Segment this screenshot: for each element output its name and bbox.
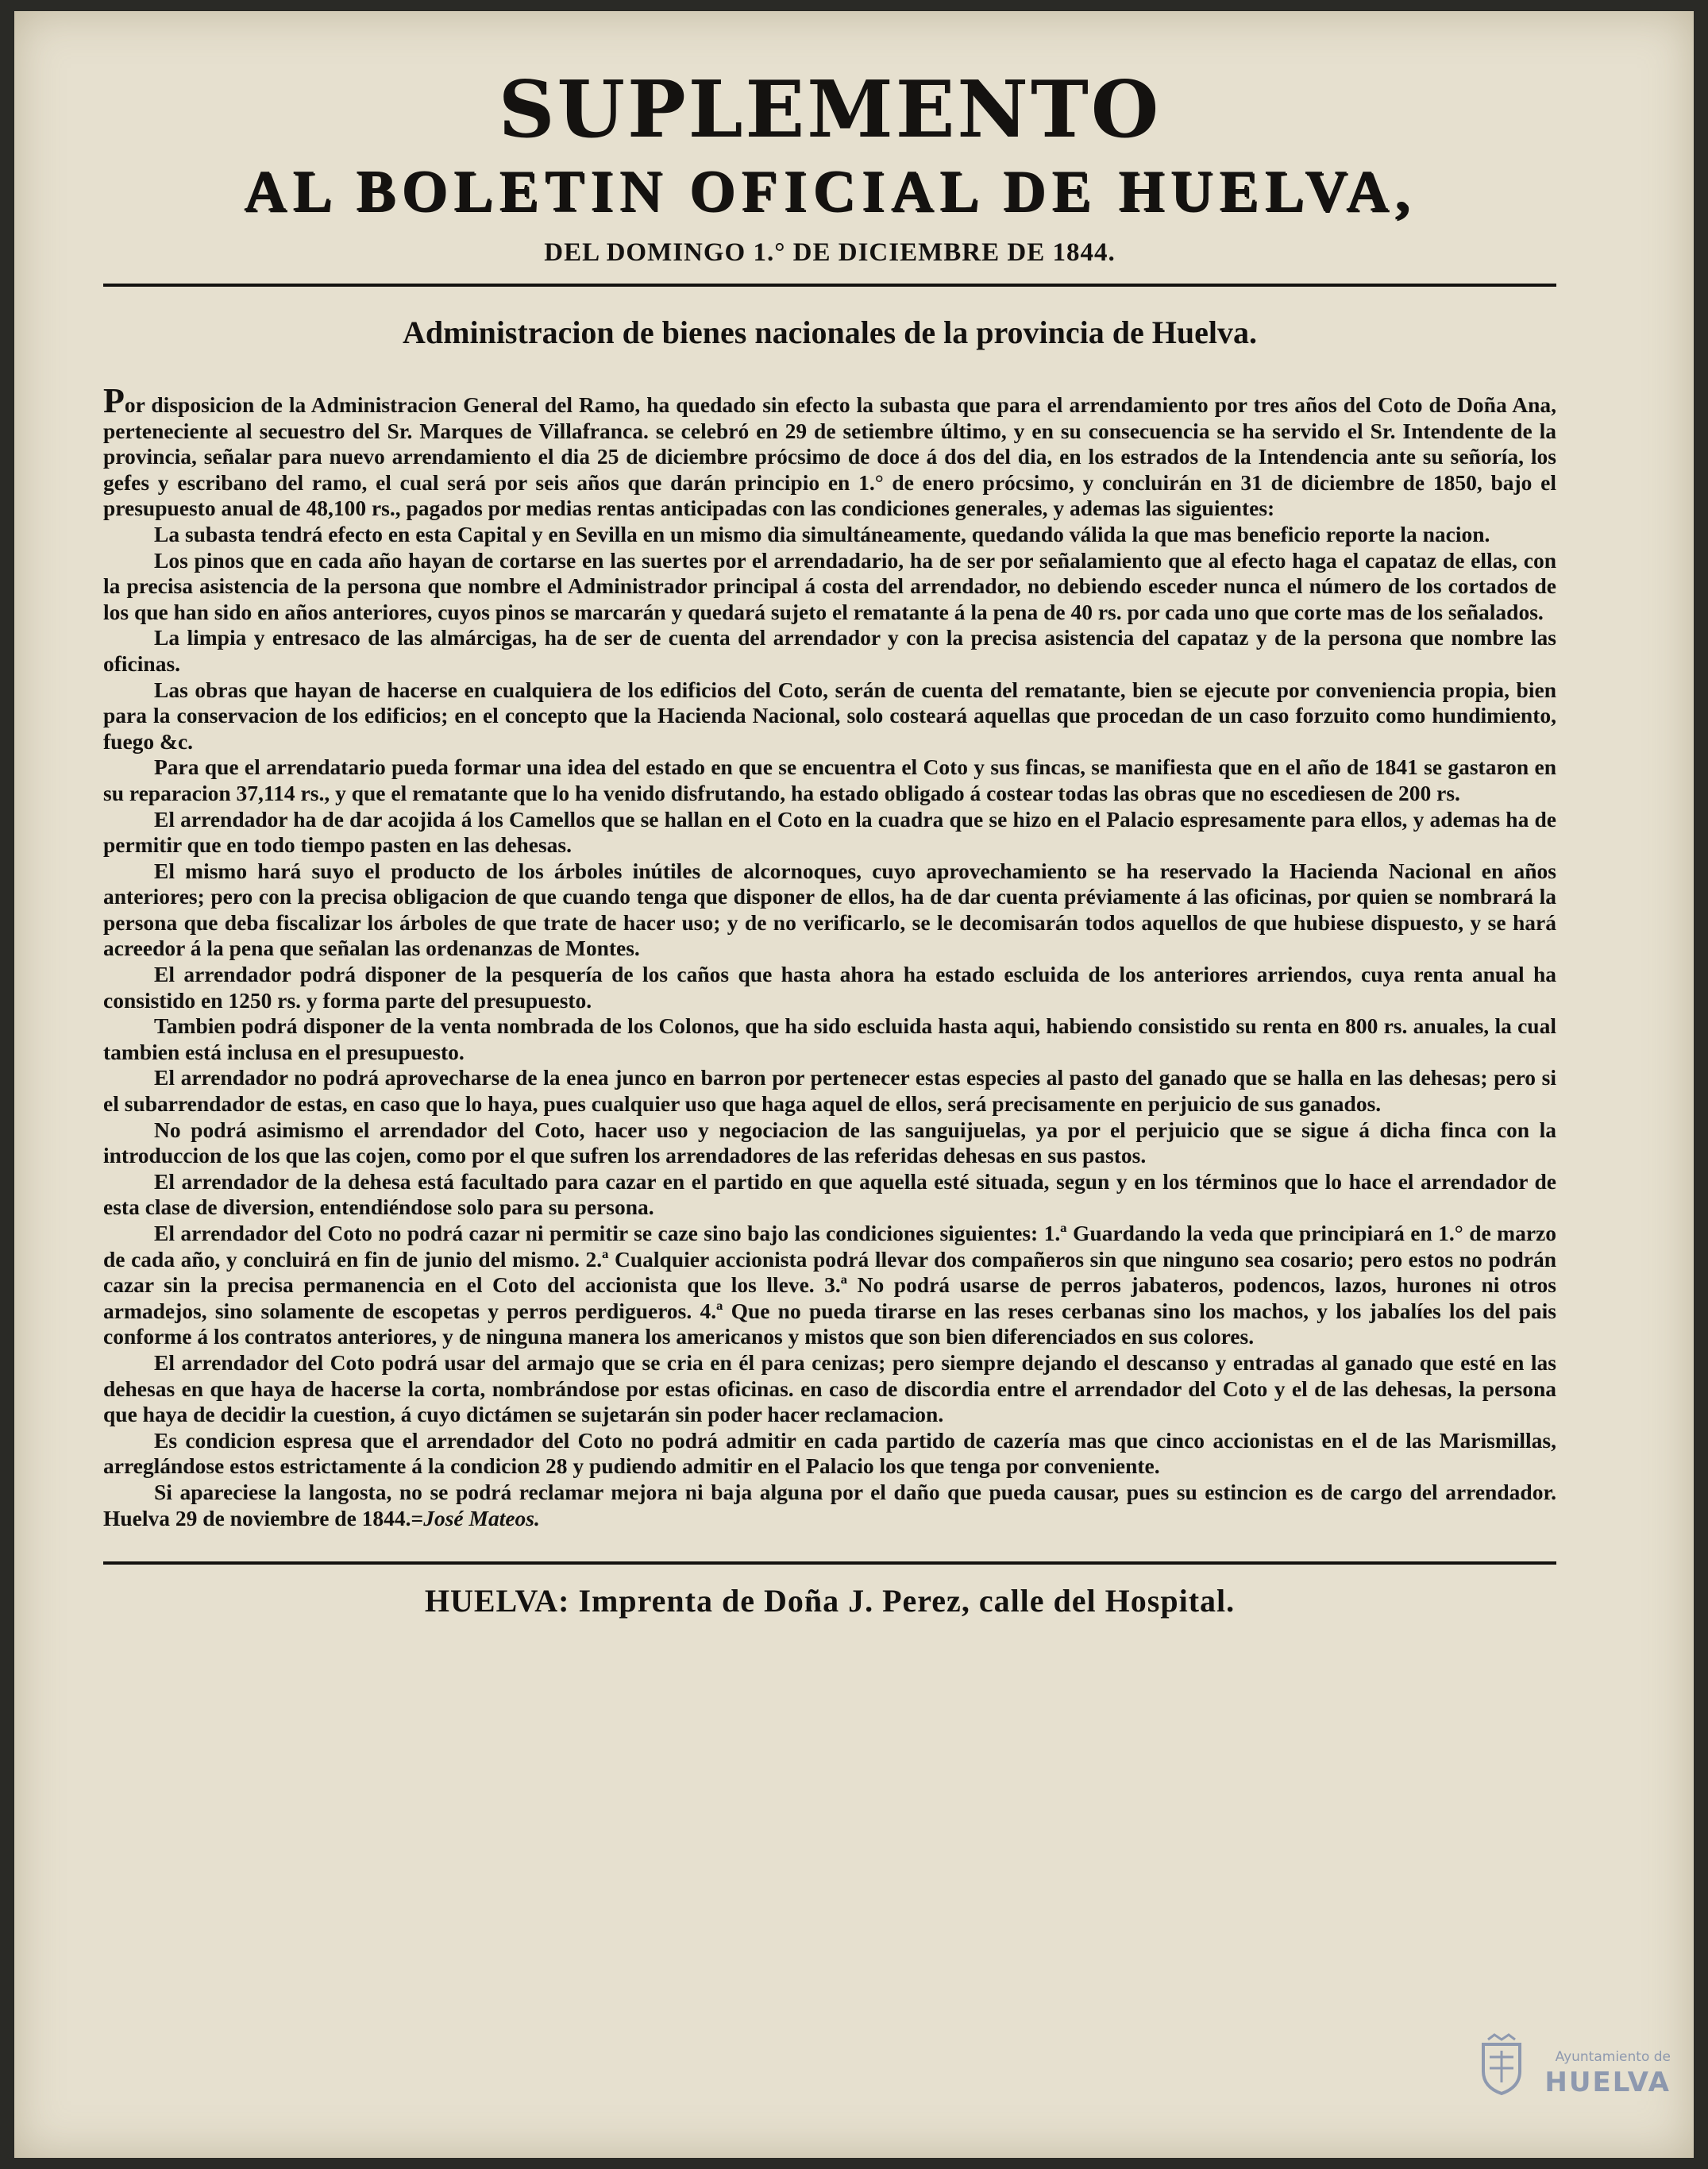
paragraph: Los pinos que en cada año hayan de cortarse en las suertes por el arrendadario, ha de ser por señalamiento que al efecto haga el capataz de ellas, con la precisa asistencia de la persona que nombre el Administrador principal á costa del arrendador, no debiendo esceder nunca el número de los cortados de los que han sido en años anteriores, cuyos pinos se marcarán y quedará sujeto el rematante á la pena de 40 rs. por cada uno que corte mas de los señalados. — [103, 547, 1556, 624]
paragraph: El mismo hará suyo el producto de los árboles inútiles de alcornoques, cuyo aprovechamiento se ha reservado la Hacienda Nacional en años anteriores; pero con la precisa obligacion de que cuando tenga que disponer de ellos, ha de dar cuenta préviamente á las oficinas, por quien se nombrará la persona que deba fiscalizar los árboles de que trate de hacer uso; y de no verificarlo, se le decomisarán todos aquellos de que hubiese dispuesto, y se hará acreedor á la pena que señalan las ordenanzas de Montes. — [103, 858, 1556, 961]
paragraph: El arrendador de la dehesa está facultado para cazar en el partido en que aquella esté situada, segun y en los términos que lo hace el arrendador de esta clase de diversion, entendiéndose solo para su persona. — [103, 1168, 1556, 1220]
drop-cap: P — [103, 381, 125, 420]
archive-watermark — [1479, 2027, 1677, 2146]
document-sheet — [14, 11, 1694, 2158]
paragraph: Para que el arrendatario pueda formar una idea del estado en que se encuentra el Coto y sus fincas, se manifiesta que en el año de 1841 se gastaron en su reparacion 37,114 rs., y que el rematante que lo ha venido disfrutando, ha estado obligado á costear todas las obras que no escediesen de 200 rs. — [103, 755, 1556, 805]
paragraph: La subasta tendrá efecto en esta Capital y en Sevilla en un mismo dia simultáneamente, quedando válida la que mas beneficio reporte la nacion. — [154, 521, 1490, 546]
city-coat-of-arms-icon — [1479, 2033, 1525, 2095]
paragraph: El arrendador podrá disponer de la pesquería de los caños que hasta ahora ha estado escluida de los anteriores arriendos, cuya renta anual ha consistido en 1250 rs. y forma parte del presupuesto. — [103, 962, 1556, 1013]
paragraph: Es condicion espresa que el arrendador del Coto no podrá admitir en cada partido de cazería mas que cinco accionistas en el de las Marismillas, arreglándose estos estrictamente á la condicion 28 y pudiendo admitir en el Palacio los que tenga por conveniente. — [103, 1427, 1556, 1479]
paragraph: El arrendador del Coto podrá usar del armajo que se cria en él para cenizas; pero siempre dejando el descanso y entradas al ganado que esté en las dehesas en que haya de hacerse la corta, nombrándose por estas oficinas. en caso de discordia entre el arrendador del Coto y el de las dehesas, la persona que haya de decidir la cuestion, á cuyo dictámen se sujetarán sin poder hacer reclamacion. — [103, 1349, 1556, 1427]
paragraph: Las obras que hayan de hacerse en cualquiera de los edificios del Coto, serán de cuenta del rematante, bien se ejecute por conveniencia propia, bien para la conservacion de los edificios; en el concepto que la Hacienda Nacional, solo costeará aquellas que procedan de un caso forzuito como hundimiento, fuego &c. — [103, 677, 1556, 754]
paragraph: Tambien podrá disponer de la venta nombrada de los Colonos, que ha sido escluida hasta aqui, habiendo consistido su renta en 800 rs. anuales, la cual tambien está inclusa en el presupuesto. — [103, 1013, 1556, 1064]
section-title: Administracion de bienes nacionales de la provincia de Huelva. — [403, 315, 1257, 350]
header-divider — [103, 284, 1556, 287]
document-subtitle: AL BOLETIN OFICIAL DE HUELVA, — [243, 159, 1417, 224]
paragraph: El arrendador del Coto no podrá cazar ni permitir se caze sino bajo las condiciones siguientes: 1.ª Guardando la veda que principiará en 1.° de marzo de cada año, y concluirá en fin de junio del mismo. 2.ª Cualquier accionista podrá llevar dos compañeros sin que ninguno sea cosario; pero estos no podrán cazar sin la precisa permanencia en el Coto del accionista que los lleve. 3.ª No podrá usarse de perros jabateros, podencos, lazos, hurones ni otros armadejos, sino solamente de escopetas y perros perdigueros. 4.ª Que no pueda tirarse en las reses cerbanas sino los machos, y los jabalíes los del pais conforme á los contratos anteriores, y de ninguna manera los americanos y mistos que son bien diferenciados en sus colores. — [103, 1221, 1556, 1349]
paragraph: El arrendador no podrá aprovecharse de la enea junco en barron por pertenecer estas especies al pasto del ganado que se halla en las dehesas; pero si el subarrendador de estas, en caso que lo haya, pues cualquier uso que haga aquel de ellos, será precisamente en perjuicio de sus ganados. — [103, 1065, 1556, 1117]
document-title: SUPLEMENTO — [498, 64, 1162, 156]
document-page — [103, 64, 1556, 1619]
printer-imprint: HUELVA: Imprenta de Doña J. Perez, calle del Hospital. — [424, 1583, 1236, 1619]
paragraph: Por disposicion de la Administracion General del Ramo, ha quedado sin efecto la subasta que para el arrendamiento por tres años del Coto de Doña Ana, perteneciente al secuestro del Sr. Marques de Villafranca. se celebró en 29 de setiembre último, y en su consecuencia se ha servido el Sr. Intendente de la provincia, señalar para nuevo arrendamiento el dia 25 de diciembre prócsimo de doce á dos del dia, en los estrados de la Intendencia ante su señoría, los gefes y escribano del ramo, el cual será por seis años que darán principio en 1.° de enero prócsimo, y concluirán en 31 de diciembre de 1850, bajo el presupuesto anual de 48,100 rs., pagados por medias rentas anticipadas con las condiciones generales, y ademas las siguientes: — [103, 381, 1556, 521]
document-body — [103, 381, 1556, 1531]
watermark-line-2: HUELVA — [1544, 2067, 1671, 2098]
closing-paragraph: Si apareciese la langosta, no se podrá reclamar mejora ni baja alguna por el daño que pueda causar, pues su estincion es de cargo del arrendador. Huelva 29 de noviembre de 1844.=José Mateos. — [103, 1479, 1556, 1530]
signature: José Mateos. — [423, 1505, 540, 1530]
paragraph: No podrá asimismo el arrendador del Coto, hacer uso y negociacion de las sanguijuelas, ya por el perjuicio que se sigue á dicha finca con la introduccion de los que las cojen, como por el que sufren los arrendadores de las referidas dehesas en sus pastos. — [103, 1117, 1556, 1168]
watermark-line-1: Ayuntamiento de — [1555, 2049, 1671, 2065]
paragraph: La limpia y entresaco de las almárcigas, ha de ser de cuenta del arrendador y con la precisa asistencia del capataz y de la persona que nombre las oficinas. — [103, 625, 1556, 676]
footer-divider — [103, 1561, 1556, 1565]
document-date: DEL DOMINGO 1.° DE DICIEMBRE DE 1844. — [544, 238, 1116, 267]
paragraph: El arrendador ha de dar acojida á los Camellos que se hallan en el Coto en la cuadra que se hizo en el Palacio espresamente para ellos, y ademas ha de permitir que en todo tiempo pasten en las dehesas. — [103, 806, 1556, 858]
